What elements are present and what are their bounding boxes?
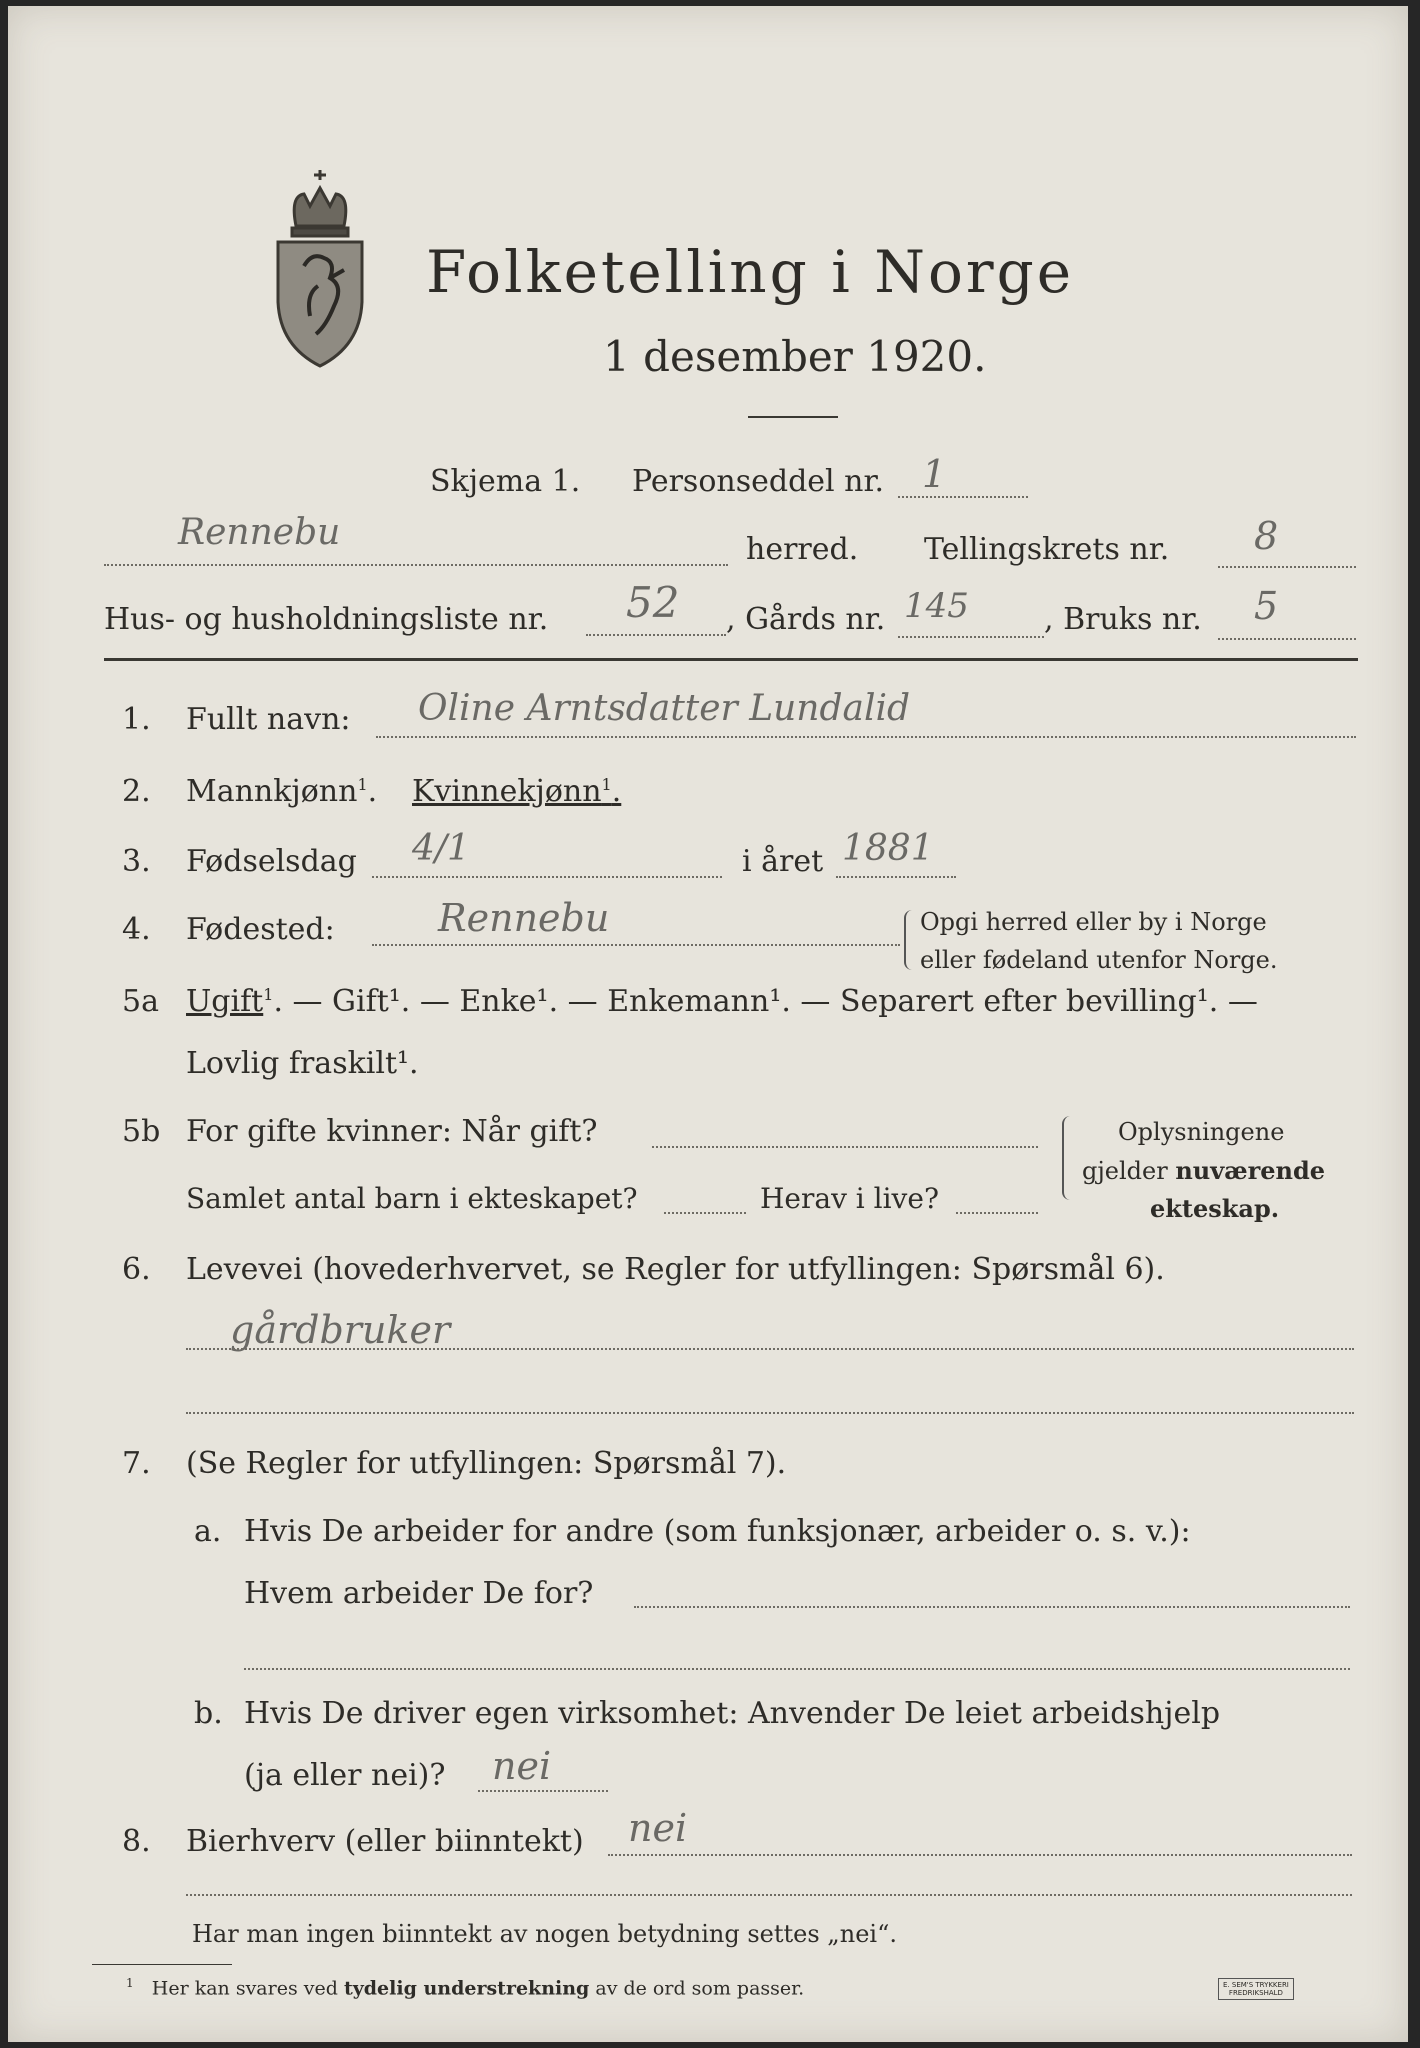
q5b-note-brace (1062, 1116, 1072, 1200)
hus-line (586, 634, 726, 636)
tellingskrets-value[interactable]: 8 (1254, 514, 1279, 558)
footnote-text-a: Her kan svares ved (151, 1977, 344, 2000)
birthday-value[interactable]: 4/1 (412, 828, 470, 869)
title-divider (748, 416, 838, 418)
hired-help-line (478, 1790, 608, 1792)
alive-line (956, 1212, 1038, 1214)
hired-help-value[interactable]: nei (492, 1744, 552, 1788)
printer-stamp (1218, 1978, 1294, 2000)
header-separator (104, 658, 1358, 661)
personseddel-line (898, 496, 1028, 498)
coat-of-arms-icon (260, 166, 380, 376)
birth-year-value[interactable]: 1881 (842, 828, 934, 869)
full-name-value[interactable]: Oline Arntsdatter Lundalid (418, 688, 911, 729)
occupation-line2 (186, 1412, 1354, 1414)
personseddel-label: Personseddel nr. (632, 464, 885, 499)
q2-female-option[interactable]: Kvinnekjønn$^1$. (412, 774, 622, 809)
side-income-line2 (186, 1894, 1352, 1896)
birth-year-line (836, 876, 956, 878)
q7-number: 7. (122, 1446, 151, 1481)
q2-male-label: Mannkjønn (186, 774, 358, 809)
hus-label: Hus- og husholdningsliste nr. (104, 602, 549, 637)
census-form (8, 6, 1408, 2042)
schema-label: Skjema 1. (430, 464, 581, 499)
q7-label: (Se Regler for utfyllingen: Spørsmål 7). (186, 1446, 787, 1481)
q4-note-brace (904, 910, 914, 970)
q5a-options[interactable]: Ugift$^1$. — Gift¹. — Enke¹. — Enkemann¹. — Separert efter bevilling¹. — (186, 984, 1258, 1019)
birthday-line (372, 876, 722, 878)
tellingskrets-label: Tellingskrets nr. (924, 532, 1170, 567)
q7a-label: Hvis De arbeider for andre (som funksjonær, arbeider o. s. v.): (244, 1514, 1191, 1549)
q4-note-line1: Opgi herred eller by i Norge (920, 908, 1267, 936)
gards-value[interactable]: 145 (904, 586, 969, 626)
married-when-line (652, 1146, 1038, 1148)
q4-number: 4. (122, 912, 151, 947)
q5a-line2[interactable]: Lovlig fraskilt¹. (186, 1046, 419, 1081)
footnote-text-b: tydelig understrekning (343, 1977, 590, 2000)
q5b-note-line3: ekteskap. (1150, 1194, 1280, 1223)
bruks-value[interactable]: 5 (1254, 584, 1279, 628)
q7b-letter: b. (194, 1696, 223, 1731)
q7a-letter: a. (194, 1514, 222, 1549)
side-income-line1 (608, 1854, 1352, 1856)
occupation-line1 (186, 1348, 1354, 1350)
q1-number: 1. (122, 702, 151, 737)
footnote-text-c: av de ord som passer. (589, 1977, 805, 2000)
form-date: 1 desember 1920. (603, 332, 987, 381)
bruks-line (1218, 638, 1356, 640)
footnote-mark: 1 (126, 1976, 134, 1990)
q7b-label2: (ja eller nei)? (244, 1758, 446, 1793)
q5a-ugift-option[interactable]: Ugift (186, 984, 264, 1019)
q5b-note-line2 (1082, 1156, 1325, 1185)
form-title: Folketelling i Norge (426, 238, 1075, 306)
children-line (664, 1212, 746, 1214)
footer-note: Har man ingen biinntekt av nogen betydning settes „nei“. (192, 1920, 897, 1948)
q5b-note-line1: Oplysningene (1118, 1118, 1285, 1146)
gards-label: , Gårds nr. (726, 602, 886, 637)
birthplace-line (372, 944, 900, 946)
q5b-alive-label: Herav i live? (760, 1182, 939, 1215)
q7a-employer-label: Hvem arbeider De for? (244, 1576, 594, 1611)
herred-value[interactable]: Rennebu (178, 512, 341, 553)
q5b-note-line2b: nuværende (1175, 1156, 1326, 1185)
q3-label: Fødselsdag (186, 844, 357, 879)
q8-number: 8. (122, 1824, 151, 1859)
gards-line (898, 636, 1044, 638)
q5a-other-options: — Gift¹. — Enke¹. — Enkemann¹. — Separert efter bevilling¹. — (292, 984, 1258, 1019)
q2-male-option[interactable]: Mannkjønn$^1$. (186, 774, 378, 809)
q4-label: Fødested: (186, 912, 335, 947)
q5b-label: For gifte kvinner: Når gift? (186, 1114, 598, 1149)
hus-value[interactable]: 52 (626, 578, 680, 627)
herred-label: herred. (746, 532, 859, 567)
employer-line1 (634, 1606, 1350, 1608)
bruks-label: , Bruks nr. (1044, 602, 1202, 637)
q5b-note-line2a: gjelder (1082, 1157, 1176, 1185)
footnote-separator (92, 1964, 232, 1965)
q3-year-label: i året (742, 844, 824, 879)
side-income-value[interactable]: nei (628, 1806, 688, 1850)
q8-label: Bierhverv (eller biinntekt) (186, 1824, 584, 1859)
herred-line (104, 564, 728, 566)
footnote (126, 1976, 804, 1999)
q6-number: 6. (122, 1252, 151, 1287)
occupation-value[interactable]: gårdbruker (230, 1308, 451, 1352)
printer-stamp-line1: E. SEM'S TRYKKERI (1223, 1981, 1289, 1989)
q5b-children-label: Samlet antal barn i ekteskapet? (186, 1182, 638, 1215)
printer-stamp-line2: FREDRIKSHALD (1228, 1989, 1283, 1997)
birthplace-value[interactable]: Rennebu (438, 896, 610, 940)
q1-label: Fullt navn: (186, 702, 351, 737)
full-name-line (376, 736, 1356, 738)
q3-number: 3. (122, 844, 151, 879)
personseddel-value[interactable]: 1 (922, 452, 947, 496)
employer-line2 (244, 1668, 1350, 1670)
q5b-number: 5b (122, 1114, 161, 1149)
q4-note-line2: eller fødeland utenfor Norge. (920, 946, 1278, 974)
q2-female-label: Kvinnekjønn (412, 774, 602, 809)
q7b-label: Hvis De driver egen virksomhet: Anvender De leiet arbeidshjelp (244, 1696, 1221, 1731)
q2-number: 2. (122, 774, 151, 809)
q5a-number: 5a (122, 984, 159, 1019)
tellingskrets-line (1218, 566, 1356, 568)
q6-label: Levevei (hovederhvervet, se Regler for utfyllingen: Spørsmål 6). (186, 1252, 1165, 1287)
